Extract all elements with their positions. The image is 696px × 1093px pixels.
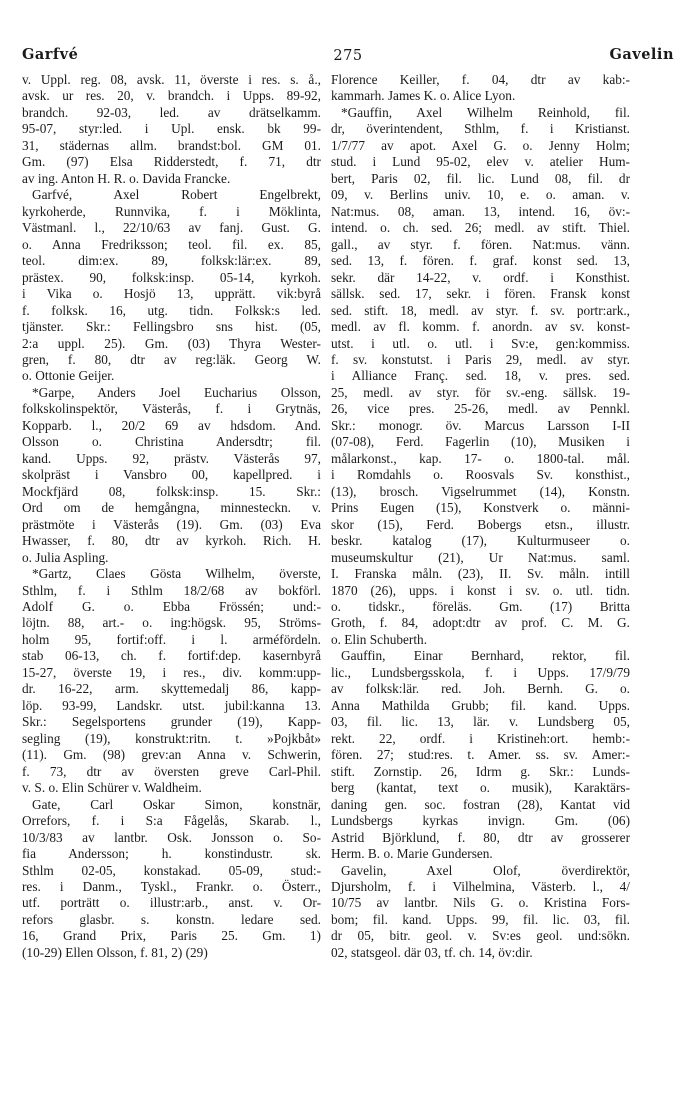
right-column-line: gall., av styr. f. fören. Nat:mus. vänn.	[331, 236, 630, 252]
running-head-last-entry: Gavelin	[609, 46, 674, 63]
right-column-line: 03, fil. lic. 13, lär. v. Lundsberg 05,	[331, 714, 630, 730]
right-column-line: 09, v. Berlins univ. 10, e. o. aman. v.	[331, 187, 630, 203]
left-column-line: tjänster. Skr.: Fellingsbro sns hist. (05,	[22, 319, 321, 335]
left-column-line: holm 95, fortif:off. i l. arméfördeln.	[22, 631, 321, 647]
right-column-line: skor (15), Ferd. Bobergs etsn., illustr.	[331, 516, 630, 532]
right-column-line: Skr.: monogr. öv. Marcus Larsson I-II	[331, 417, 630, 433]
left-column-line: 15-27, överste 19, i res., div. komm:upp-	[22, 664, 321, 680]
left-column-line: prästex. 90, folksk:insp. 05-14, kyrkoh.	[22, 269, 321, 285]
right-column-line: rekt. 22, ordf. i Kristineh:ort. hemb:-	[331, 730, 630, 746]
left-column-line: stab 06-13, ch. f. fortif:dep. kasernbyrå	[22, 648, 321, 664]
left-column-line: Hwasser, f. 80, dtr av kyrkoh. Rich. H.	[22, 533, 321, 549]
right-column-line: 02, statsgeol. där 03, tf. ch. 14, öv:dir.	[331, 944, 533, 960]
left-column-line: Olsson o. Christina Andersdtr; fil.	[22, 434, 321, 450]
left-column-line: Mockfjärd 08, folksk:insp. 15. Skr.:	[22, 483, 321, 499]
right-column-line: 25, medl. av styr. för sv.-eng. sällsk. 19-	[331, 384, 630, 400]
left-column-line: segling (19), konstrukt:ritn. t. »Pojkbåt»	[22, 730, 321, 746]
left-column-line: folkskolinspektör, Västerås, f. i Grytnäs,	[22, 401, 321, 417]
left-column-line: res. i Danm., Tyskl., Frankr. o. Österr.,	[22, 878, 321, 894]
left-column-line: Västmanl. l., 22/10/63 av fanj. Gust. G.	[22, 220, 321, 236]
right-column-line: sällsk. sed. 17, sekr. i fören. Fransk konst	[331, 286, 630, 302]
right-column-line: sekr. där 14-22, v. ordf. i Konsthist.	[331, 269, 630, 285]
left-column-line: Sthlm 02-05, konstakad. 05-09, stud:-	[22, 862, 321, 878]
left-column-line: Skr.: Segelsportens grunder (19), Kapp-	[22, 714, 321, 730]
left-column-line: löp. 93-99, Landskr. utst. jubil:kanna 13.	[22, 697, 321, 713]
left-column-line: refors glasbr. s. konstn. ledare sed.	[22, 911, 321, 927]
right-column	[331, 72, 630, 961]
left-column-line: dr. 16-22, arm. skyttemedalj 86, kapp-	[22, 681, 321, 697]
left-column-line: 16, Grand Prix, Paris 25. Gm. 1)	[22, 928, 321, 944]
right-column-line: 26, vice pres. 25-26, medl. av Pennkl.	[331, 401, 630, 417]
left-column-line: Adolf G. o. Ebba Frössén; und:-	[22, 599, 321, 614]
right-column-line: stift. Zornstip. 26, Idrm g. Skr.: Lunds-	[331, 763, 630, 779]
left-column-line: Kopparb. l., 20/2 69 av hdsdom. And.	[22, 417, 321, 433]
left-column-line: fia Andersson; h. konstindustr. sk.	[22, 846, 321, 862]
right-column-line: medl. av fl. komm. f. anordn. av sv. konst-	[331, 319, 630, 335]
right-column-line: *Gauffin, Axel Wilhelm Reinhold, fil.	[341, 104, 630, 120]
left-column-line: Sthlm, f. i Sthlm 18/2/68 av bokförl.	[22, 582, 321, 598]
left-column-line: 31, städernas allm. brandst:bol. GM 01.	[22, 137, 321, 153]
right-column-line: Nat:mus. 08, aman. 13, intend. 16, öv:-	[331, 203, 630, 219]
left-column-line: avsk. ur res. 20, v. brandch. i Upps. 89-92,	[22, 88, 321, 104]
right-column-line: dr 05, bitr. geol. v. Sv:es geol. und:sökn.	[331, 928, 630, 944]
right-column-line: i Romdahls o. Roosvals Sv. konsthist.,	[331, 467, 630, 483]
left-column-line: o. Anna Fredriksson; teol. fil. ex. 85,	[22, 236, 321, 252]
right-column-line: bert, Paris 02, fil. lic. Lund 08, fil. dr	[331, 170, 630, 186]
left-column-line: v. Uppl. reg. 08, avsk. 11, överste i res. s. å.,	[22, 72, 321, 87]
left-column-line: (10-29) Ellen Olsson, f. 81, 2) (29)	[22, 944, 208, 960]
left-column-line: Ord om de hemgångna, minnesteckn. v.	[22, 500, 321, 516]
left-column-line: prästmöte i Västerås (19). Gm. (03) Eva	[22, 516, 321, 532]
right-column-line: beskr. katalog (17), Kulturmuseer o.	[331, 533, 630, 549]
right-column-line: intend. o. ch. sed. 26; medl. av stift. Thiel.	[331, 220, 630, 236]
right-column-line: Gavelin, Axel Olof, överdirektör,	[341, 862, 630, 878]
right-column-line: (07-08), Ferd. Fagerlin (10), Musiken i	[331, 434, 630, 450]
left-column-line: (11). Gm. (98) grev:an Anna v. Schwerin,	[22, 747, 321, 763]
page-number: 275	[333, 48, 363, 64]
left-column-line: teol. dim:ex. 89, folksk:lär:ex. 89,	[22, 253, 321, 269]
left-column-line: Gate, Carl Oskar Simon, konstnär,	[32, 796, 321, 812]
running-head-first-entry: Garfvé	[22, 46, 79, 63]
right-column-line: Astrid Björklund, f. 80, dtr av grosserer	[331, 829, 630, 845]
right-column-line: av folksk:lär. red. Joh. Bernh. G. o.	[331, 681, 630, 697]
left-column-line: 2:a uppl. 25). Gm. (03) Thyra Wester-	[22, 335, 321, 351]
right-column-line: Herm. B. o. Marie Gundersen.	[331, 846, 493, 862]
right-column-line: dr, överintendent, Sthlm, f. i Kristianst.	[331, 121, 630, 137]
left-column-line: o. Julia Aspling.	[22, 549, 109, 565]
left-column-line: Garfvé, Axel Robert Engelbrekt,	[32, 187, 321, 203]
left-column-line: brandch. 92-03, led. av drätselkamm.	[22, 104, 321, 120]
right-column-line: 1870 (26), upps. i konst i sv. o. utl. tidn.	[331, 582, 630, 598]
right-column-line: bom; fil. kand. Upps. 99, fil. lic. 03, fil.	[331, 911, 630, 927]
right-column-line: fören. 27; stud:res. t. Amer. ss. sv. Amer:-	[331, 747, 630, 763]
right-column-line: målarkonst., kap. 17- o. 1800-tal. mål.	[331, 450, 630, 466]
right-column-line: berg (kantat, text o. musik), Karaktärs-	[331, 780, 630, 796]
right-column-line: Anna Mathilda Grubb; fil. kand. Upps.	[331, 697, 630, 713]
right-column-line: o. tidskr., föreläs. Gm. (17) Britta	[331, 599, 630, 614]
left-column-line: kyrkoherde, Runnvika, f. i Möklinta,	[22, 203, 321, 219]
right-column-line: (13), brosch. Vigselrummet (14), Konstn.	[331, 483, 630, 499]
right-column-line: sed. 13, f. fören. f. graf. konst sed. 13,	[331, 253, 630, 269]
left-column-line: utf. porträtt o. illustr:arb., anst. v. Or-	[22, 895, 321, 911]
right-column-line: sed. stift. 18, medl. av styr. f. sv. portr:ark.,	[331, 302, 630, 318]
right-column-line: Florence Keiller, f. 04, dtr av kab:-	[331, 72, 630, 87]
right-column-line: daning gen. soc. fostran (28), Kantat vid	[331, 796, 630, 812]
left-column-line: Orrefors, f. i S:a Fågelås, Skarab. l.,	[22, 813, 321, 829]
right-column-line: Djursholm, f. i Vilhelmina, Västerb. l., 4/	[331, 878, 630, 894]
left-column-line: 10/3/83 av lantbr. Osk. Jonsson o. So-	[22, 829, 321, 845]
right-column-line: museumskultur (21), Ur Nat:mus. saml.	[331, 549, 630, 565]
left-column-line: *Garpe, Anders Joel Eucharius Olsson,	[32, 384, 321, 400]
left-column-line: löjtn. 88, art.- o. ing:högsk. 95, Ströms-	[22, 615, 321, 631]
right-column-line: I. Franska måln. (23), II. Sv. måln. intill	[331, 566, 630, 582]
left-column-line: skolpräst i Vansbro 00, kapellpred. i	[22, 467, 321, 483]
right-column-line: kammarh. James K. o. Alice Lyon.	[331, 88, 516, 104]
left-column	[22, 72, 321, 961]
left-column-line: o. Ottonie Geijer.	[22, 368, 115, 384]
left-column-line: f. 73, dtr av översten greve Carl-Phil.	[22, 763, 321, 779]
right-column-line: f. sv. konstutst. i Paris 29, medl. av styr.	[331, 351, 630, 367]
right-column-line: 1/7/77 av apot. Axel G. o. Jenny Holm;	[331, 137, 630, 153]
right-column-line: stud. i Lund 95-02, elev v. atelier Hum-	[331, 154, 630, 170]
right-column-line: 10/75 av lantbr. Nils G. o. Kristina Fors-	[331, 895, 630, 911]
left-column-line: kand. Upps. 92, prästv. Västerås 97,	[22, 450, 321, 466]
right-column-line: lic., Lundsbergsskola, f. i Upps. 17/9/79	[331, 664, 630, 680]
left-column-line: gren, f. 80, dtr av reg:läk. Georg W.	[22, 351, 321, 367]
right-column-line: Gauffin, Einar Bernhard, rektor, fil.	[341, 648, 630, 664]
right-column-line: i Alliance Franç. sed. 18, v. pres. sed.	[331, 368, 630, 384]
left-column-line: i Vika o. Hosjö 13, upprätt. vik:byrå	[22, 286, 321, 302]
left-column-line: *Gartz, Claes Gösta Wilhelm, överste,	[32, 566, 321, 582]
right-column-line: utst. i utl. o. utl. i Sv:e, gen:kommiss.	[331, 335, 630, 351]
right-column-line: o. Elin Schuberth.	[331, 631, 428, 647]
right-column-line: Prins Eugen (15), Konstverk o. männi-	[331, 500, 630, 516]
right-column-line: Groth, f. 84, adopt:dtr av prof. C. M. G.	[331, 615, 630, 631]
left-column-line: 95-07, styr:led. i Upl. ensk. bk 99-	[22, 121, 321, 137]
left-column-line: av ing. Anton H. R. o. Davida Francke.	[22, 170, 231, 186]
right-column-line: Lundsbergs kyrkas invign. Gm. (06)	[331, 813, 630, 829]
left-column-line: v. S. o. Elin Schürer v. Waldheim.	[22, 780, 202, 796]
left-column-line: Gm. (97) Elsa Ridderstedt, f. 71, dtr	[22, 154, 321, 170]
left-column-line: f. folksk. 16, utg. tidn. Folksk:s led.	[22, 302, 321, 318]
